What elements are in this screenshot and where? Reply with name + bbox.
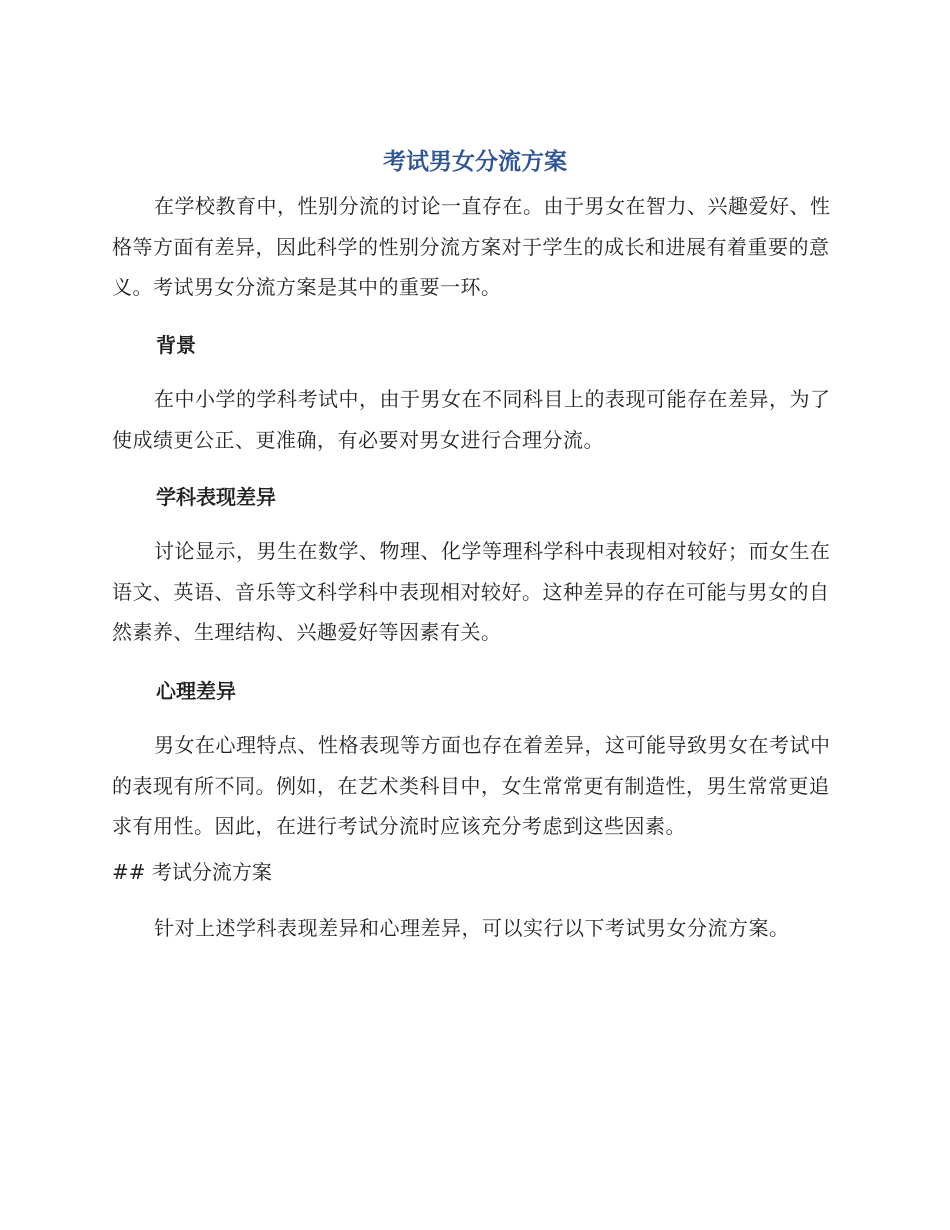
raw-markdown-heading: ## 考试分流方案	[112, 860, 272, 884]
section-heading-background: 背景	[156, 333, 196, 357]
closing-paragraph: 针对上述学科表现差异和心理差异，可以实行以下考试男女分流方案。	[154, 916, 790, 940]
section-body-subject-difference: 讨论显示，男生在数学、物理、化学等理科学科中表现相对较好；而女生在语文、英语、音乐等文科学科中表现相对较好。这种差异的存在可能与男女的自然素养、生理结构、兴趣爱好等因素有关。	[112, 539, 831, 644]
document-title: 考试男女分流方案	[383, 149, 567, 175]
section-body-psychological-difference: 男女在心理特点、性格表现等方面也存在着差异，这可能导致男女在考试中的表现有所不同。例如，在艺术类科目中，女生常常更有制造性，男生常常更追求有用性。因此，在进行考试分流时应该充分考虑到这些因素。	[112, 733, 831, 838]
section-heading-psychological-difference: 心理差异	[156, 679, 236, 703]
section-body-background: 在中小学的学科考试中，由于男女在不同科目上的表现可能存在差异，为了使成绩更公正、更准确，有必要对男女进行合理分流。	[112, 387, 831, 452]
section-heading-subject-difference: 学科表现差异	[156, 485, 276, 509]
intro-paragraph: 在学校教育中，性别分流的讨论一直存在。由于男女在智力、兴趣爱好、性格等方面有差异，因此科学的性别分流方案对于学生的成长和进展有着重要的意义。考试男女分流方案是其中的重要一环。	[112, 194, 831, 299]
